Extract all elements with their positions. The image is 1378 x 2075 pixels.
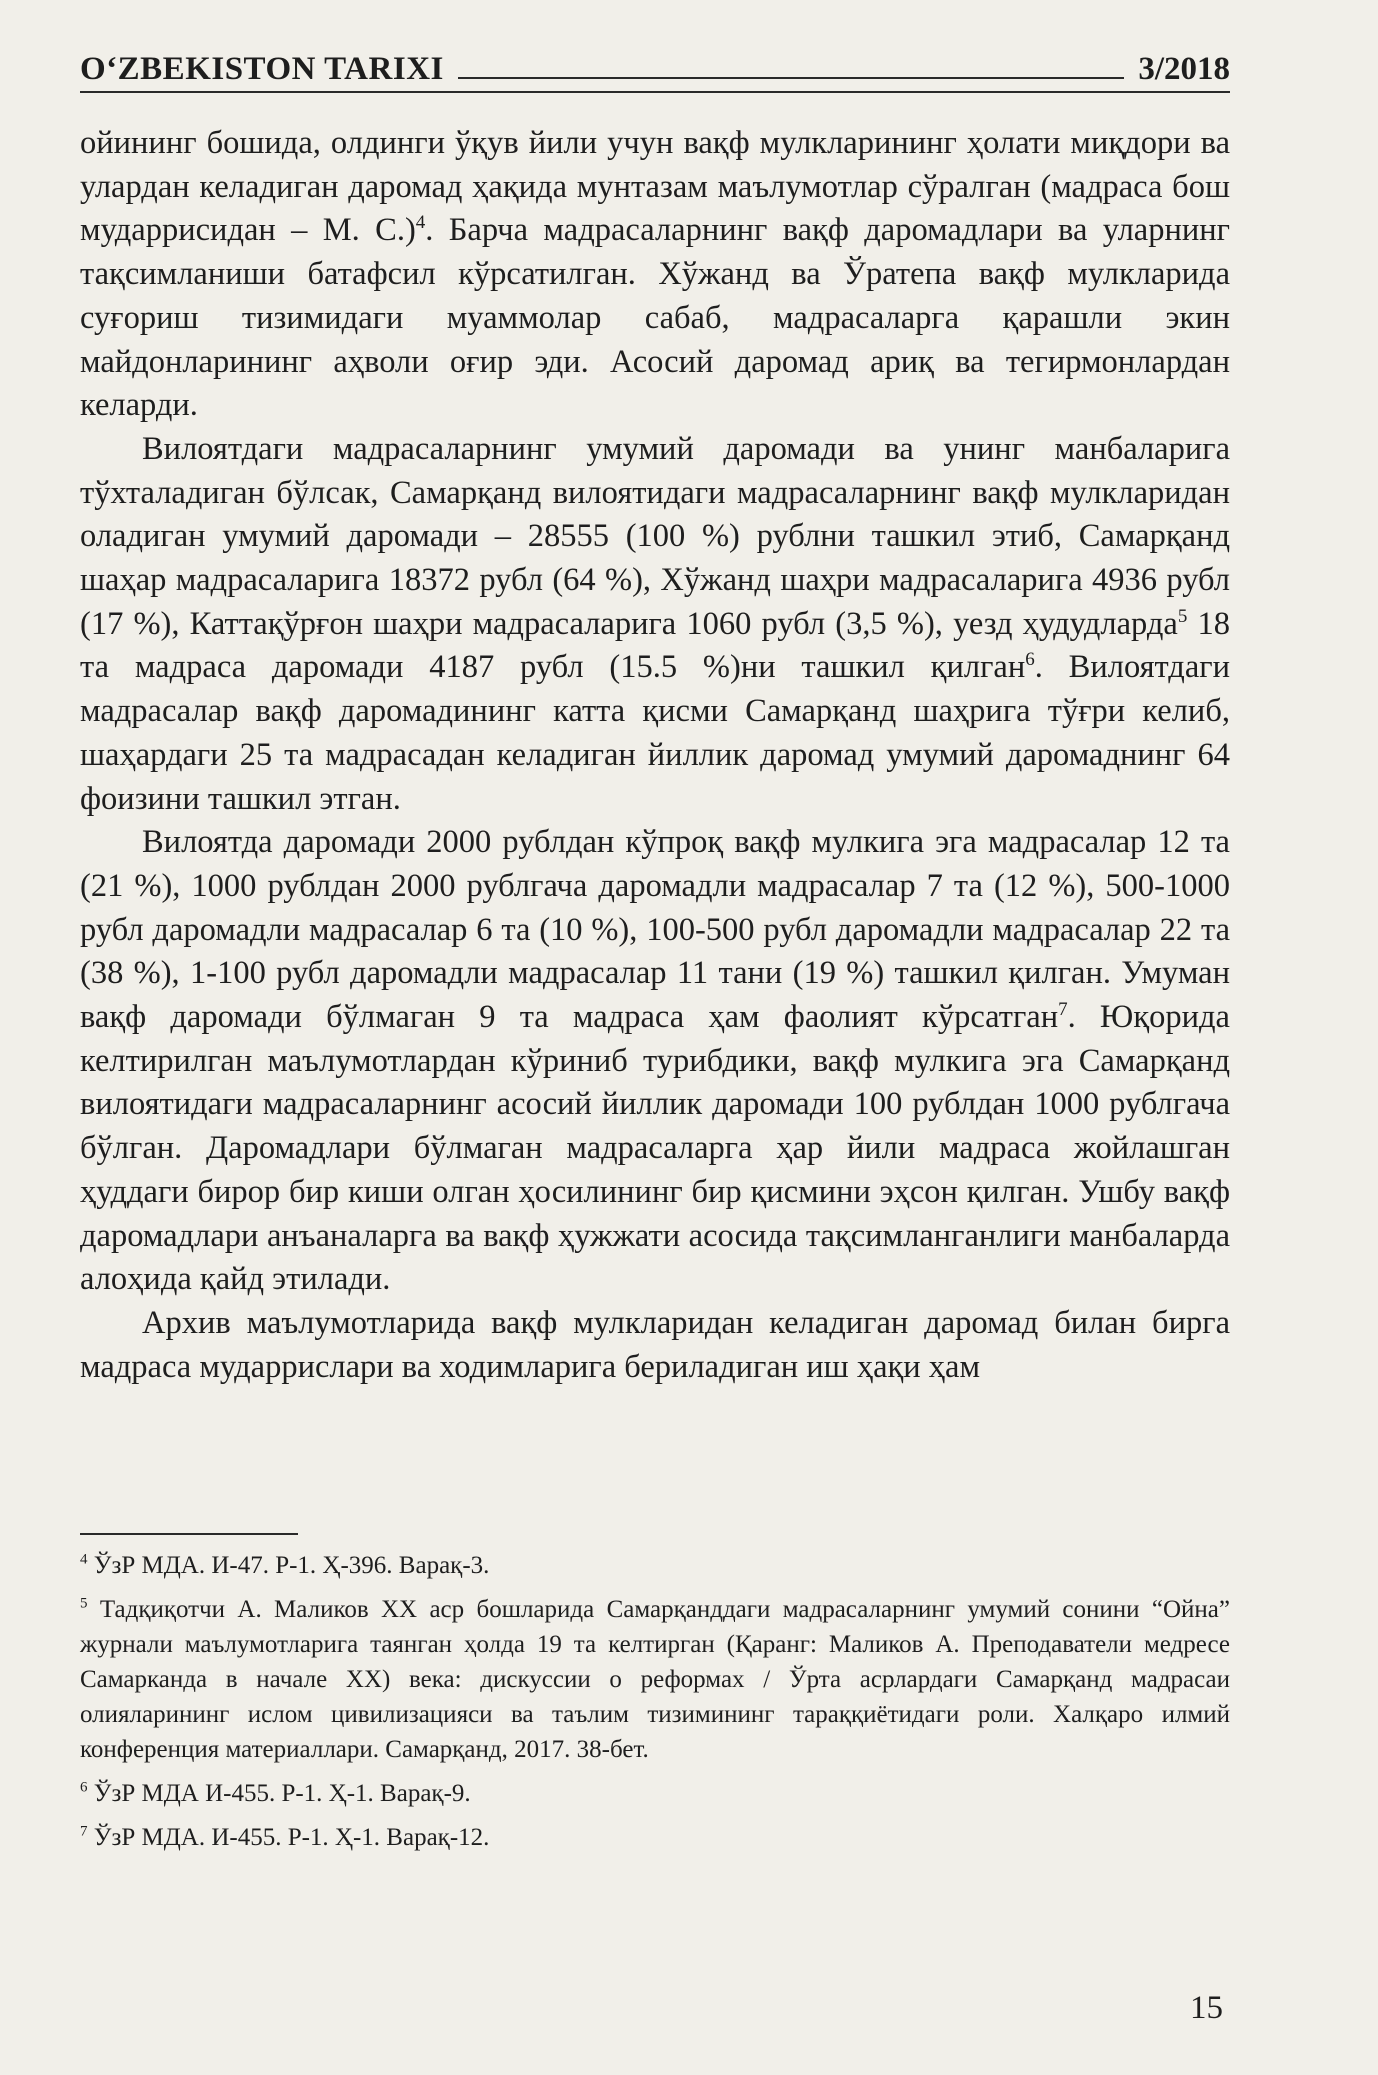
paragraph-text: ойининг бошида, олдинги ўқув йили учун вақф мулкларининг ҳолати миқдори ва улардан келадиган даромад ҳақида мунтазам маълумотлар сўралган (мадраса бош мударрисидан – М. С.) — [80, 125, 1230, 249]
footnote-ref: 6 — [1025, 649, 1035, 671]
journal-title: O‘ZBEKISTON TARIXI — [80, 51, 444, 87]
paragraph — [80, 1302, 1230, 1389]
footnote-mark: 5 — [80, 1595, 88, 1612]
paragraph-text: Архив маълумотларида вақф мулкларидан келадиган даромад билан бирга мадраса мударрислари ва ходимларига бериладиган иш ҳақи ҳам — [80, 1304, 1230, 1385]
footnote-mark: 4 — [80, 1551, 88, 1568]
issue-number: 3/2018 — [1138, 51, 1230, 87]
footnote — [80, 1548, 1230, 1583]
paragraph — [80, 122, 1230, 428]
footnotes — [80, 1548, 1230, 1864]
footnote-mark: 7 — [80, 1823, 88, 1840]
footnote-text: ЎзР МДА И-455. Р-1. Ҳ-1. Варақ-9. — [87, 1780, 471, 1807]
footnote — [80, 1776, 1230, 1811]
footnote-ref: 4 — [415, 212, 426, 234]
footnote-text: Тадқиқотчи А. Маликов ХХ аср бошларида Самарқанддаги мадрасаларнинг умумий сонини “Ойна” журнали маълумотларига таянган ҳолда 19 та келтирган (Қаранг: Маликов А. Преподаватели медресе Самарканда в начале ХХ) века: дискуссии о реформах / Ўрта асрлардаги Самарқанд мадрасаи олияларининг ислом цивилизацияси ва таълим тизимининг тараққиётидаги роли. Халқаро илмий конференция материаллари. Самарқанд, 2017. 38-бет. — [80, 1596, 1230, 1763]
paragraph — [80, 428, 1230, 821]
paragraph-text: Вилоятда даромади 2000 рублдан кўпроқ вақф мулкига эга мадрасалар 12 та (21 %), 1000 рублдан 2000 рублгача даромадли мадрасалар 7 та (12 %), 500-1000 рубл даромадли мадрасалар 6 та (10 %), 100-500 рубл даромадли мадрасалар 22 та (38 %), 1-100 рубл даромадли мадрасалар 11 тани (19 %) ташкил қилган. Умуман вақф даромади бўлмаган 9 та мадраса ҳам фаолият кўрсатган — [80, 824, 1230, 1036]
paragraph-text: Вилоятдаги мадрасаларнинг умумий даромади ва унинг манбаларига тўхталадиган бўлсак, Самарқанд вилоятидаги мадрасаларнинг вақф мулкларидан оладиган умумий даромади – 28555 (100 %) рублни ташкил этиб, Самарқанд шаҳар мадрасаларига 18372 рубл (64 %), Хўжанд шаҳри мадрасаларига 4936 рубл (17 %), Каттақўрғон шаҳри мадрасаларига 1060 рубл (3,5 %), уезд ҳудудларда — [80, 430, 1230, 642]
page-number: 15 — [1190, 1990, 1223, 2026]
paragraph — [80, 821, 1230, 1302]
paragraph-text: 18 та мадраса даромади 4187 рубл (15.5 %)ни ташкил қилган — [80, 605, 1231, 686]
header-divider — [80, 91, 1230, 93]
article-body — [80, 122, 1230, 1389]
paragraph-text: . Вилоятдаги мадрасалар вақф даромадининг катта қисми Самарқанд шаҳрига тўғри келиб, шаҳардаги 25 та мадрасадан келадиган йиллик даромад умумий даромаднинг 64 фоизини ташкил этган. — [80, 649, 1230, 817]
footnote-text: ЎзР МДА. И-455. Р-1. Ҳ-1. Варақ-12. — [87, 1824, 490, 1851]
paragraph-text: . Барча мадрасаларнинг вақф даромадлари ва уларнинг тақсимланиши батафсил кўрсатилган. Хўжанд ва Ўратепа вақф мулкларида суғориш тизимидаги муаммолар сабаб, мадрасаларга қарашли экин майдонларининг аҳволи оғир эди. Асосий даромад ариқ ва тегирмонлардан келарди. — [80, 212, 1230, 424]
header-rule — [458, 77, 1124, 79]
footnote-ref: 7 — [1058, 999, 1068, 1021]
footnote — [80, 1820, 1230, 1855]
footnote-mark: 6 — [80, 1779, 88, 1796]
footnote-text: ЎзР МДА. И-47. Р-1. Ҳ-396. Варақ-3. — [87, 1552, 490, 1579]
footnote-ref: 5 — [1177, 605, 1188, 627]
running-header — [80, 42, 1230, 88]
footnote — [80, 1592, 1230, 1767]
paragraph-text: . Юқорида келтирилган маълумотлардан кўриниб турибдики, вақф мулкига эга Самарқанд вилоятидаги мадрасаларнинг асосий йиллик даромади 100 рублдан 1000 рублгача бўлган. Даромадлари бўлмаган мадрасаларга ҳар йили мадраса жойлашган ҳуддаги бирор бир киши олган ҳосилининг бир қисмини эҳсон қилган. Ушбу вақф даромадлари анъаналарга ва вақф ҳужжати асосида тақсимланганлиги манбаларда алоҳида қайд этилади. — [80, 999, 1230, 1298]
footnote-rule — [80, 1533, 298, 1535]
